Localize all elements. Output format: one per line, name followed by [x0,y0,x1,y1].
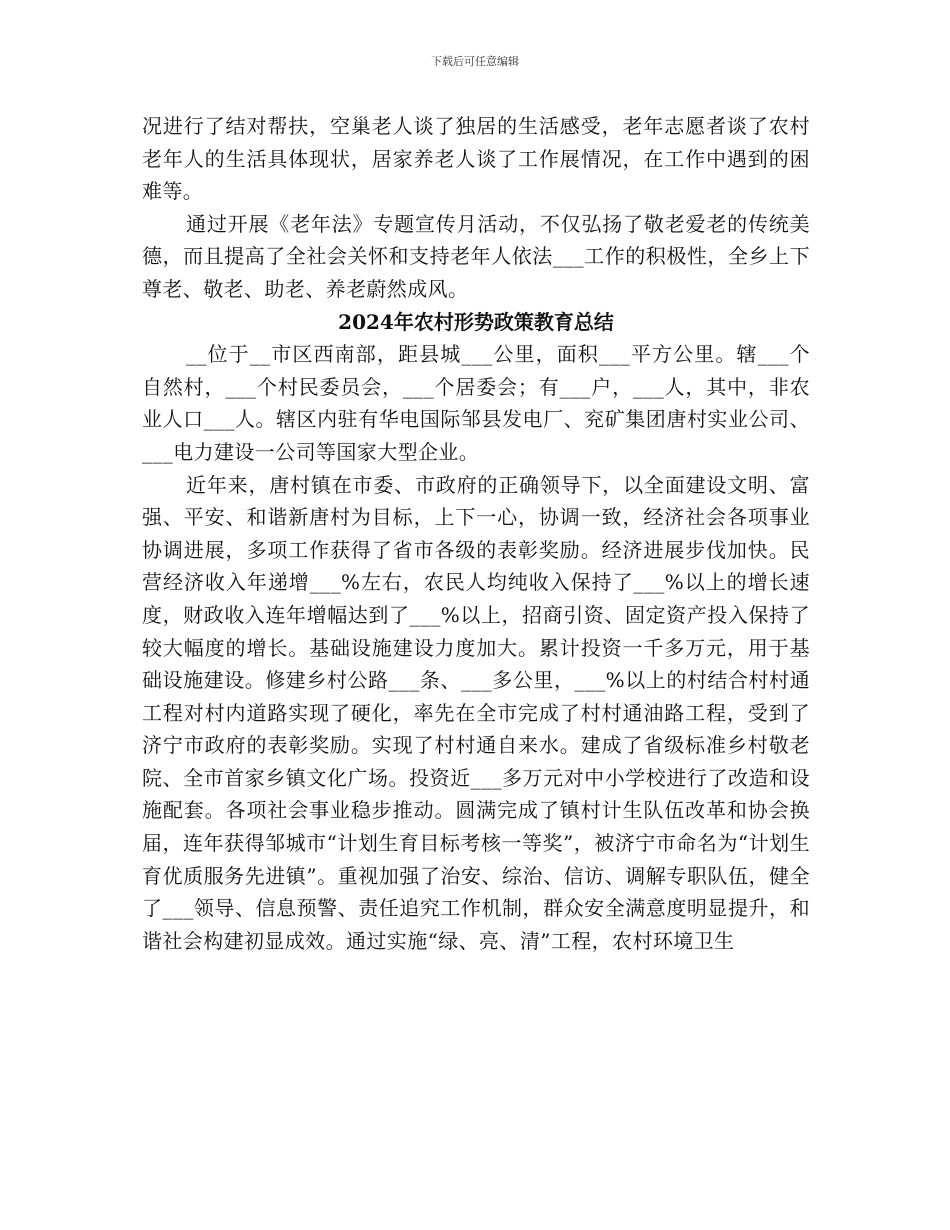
paragraph-location: __位于__市区西南部，距县城___公里，面积___平方公里。辖___个自然村，___个村民委员会，___个居委会；有___户，___人，其中，非农业人口___人。辖区内驻有华电国际邹县发电厂、兖矿集团唐村实业公司、___电力建设一公司等国家大型企业。 [142,342,810,464]
paragraph-achievements: 近年来，唐村镇在市委、市政府的正确领导下，以全面建设文明、富强、平安、和谐新唐村为目标，上下一心，协调一致，经济社会各项事业协调进展，多项工作获得了省市各级的表彰奖励。经济进展步伐加快。民营经济收入年递增___%左右，农民人均纯收入保持了___%以上的增长速度，财政收入连年增幅达到了___%以上，招商引资、固定资产投入保持了较大幅度的增长。基础设施建设力度加大。累计投资一千多万元，用于基础设施建设。修建乡村公路___条、___多公里，___%以上的村结合村村通工程对村内道路实现了硬化，率先在全市完成了村村通油路工程，受到了济宁市政府的表彰奖励。实现了村村通自来水。建成了省级标准乡村敬老院、全市首家乡镇文化广场。投资近___多万元对中小学校进行了改造和设施配套。各项社会事业稳步推动。圆满完成了镇村计生队伍改革和协会换届，连年获得邹城市“计划生育目标考核一等奖”，被济宁市命名为“计划生育优质服务先进镇”。重视加强了治安、综治、信访、调解专职队伍，健全了___领导、信息预警、责任追究工作机制，群众安全满意度明显提升，和谐社会构建初显成效。通过实施“绿、亮、清”工程，农村环境卫生 [142,472,810,953]
section-title: 2024年农村形势政策教育总结 [338,309,614,334]
paragraph-elderly-law: 通过开展《老年法》专题宣传月活动，不仅弘扬了敬老爱老的传统美德，而且提高了全社会关怀和支持老年人依法___工作的积极性，全乡上下尊老、敬老、助老、养老蔚然成风。 [142,211,810,301]
document-body [142,110,810,957]
paragraph-continuation: 况进行了结对帮扶，空巢老人谈了独居的生活感受，老年志愿者谈了农村老年人的生活具体现状，居家养老人谈了工作展情况，在工作中遇到的困难等。 [142,114,810,204]
header-note: 下载后可任意编辑 [431,55,519,68]
